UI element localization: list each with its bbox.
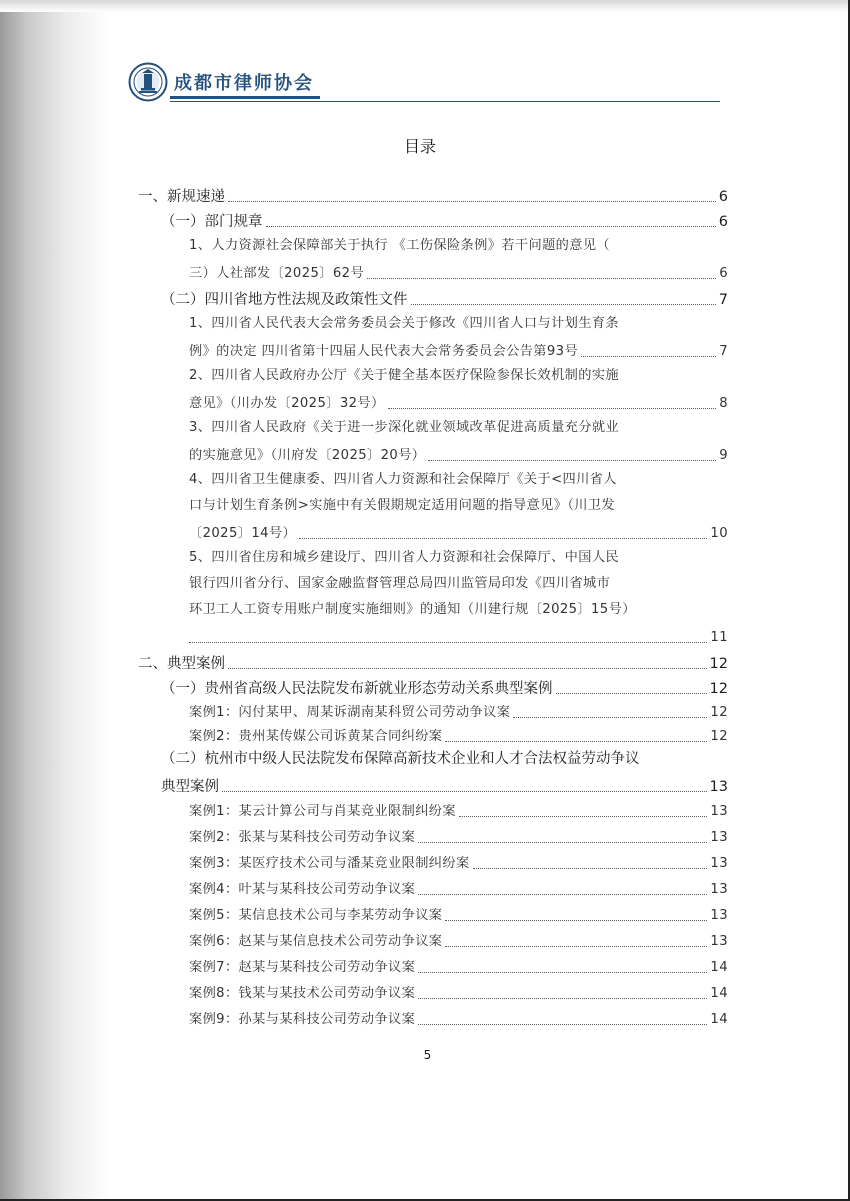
toc-entry-text-line: 3、四川省人民政府《关于进一步深化就业领域改革促进高质量充分就业 [189, 420, 619, 435]
toc-entry-subsection[interactable] [161, 287, 728, 311]
toc-entry-subsection[interactable] [161, 676, 728, 700]
toc-entry-item[interactable] [189, 955, 728, 979]
toc-leader-dots [388, 408, 717, 409]
toc-entry-text-line: 4、四川省卫生健康委、四川省人力资源和社会保障厅《关于<四川省人 [189, 472, 617, 487]
toc-leader-dots [189, 642, 707, 643]
toc-leader-dots [428, 460, 716, 461]
toc-entry-page: 14 [710, 960, 728, 975]
toc-entry-page: 14 [710, 1012, 728, 1027]
toc-leader-dots [459, 816, 707, 817]
toc-entry-page: 13 [710, 830, 728, 845]
toc-entry-page: 12 [709, 681, 728, 697]
toc-entry-text: （一）贵州省高级人民法院发布新就业形态劳动关系典型案例 [161, 681, 553, 697]
toc-entry-text: 案例4：叶某与某科技公司劳动争议案 [189, 882, 416, 897]
toc-entry-text-line: 5、四川省住房和城乡建设厅、四川省人力资源和社会保障厅、中国人民 [189, 550, 619, 565]
toc-entry-subsection[interactable] [161, 774, 728, 798]
toc-leader-dots [418, 894, 707, 895]
toc-entry-item[interactable] [189, 521, 728, 545]
toc-entry-text: 案例8：钱某与某技术公司劳动争议案 [189, 986, 416, 1001]
toc-entry-text: （一）部门规章 [161, 214, 263, 230]
toc-entry-item[interactable] [189, 724, 728, 748]
toc-entry-section-1[interactable] [138, 184, 728, 208]
toc-entry-text: 案例7：赵某与某科技公司劳动争议案 [189, 960, 416, 975]
toc-leader-dots [418, 1024, 707, 1025]
toc-entry-item[interactable] [189, 981, 728, 1005]
toc-entry-page: 14 [710, 986, 728, 1001]
toc-leader-dots [581, 356, 716, 357]
toc-title: 目录 [403, 137, 436, 156]
toc-leader-dots [473, 868, 708, 869]
toc-entry-text: 意见》（川办发〔2025〕32号） [189, 396, 385, 411]
toc-entry-page: 9 [719, 448, 728, 463]
toc-entry-text: 例》的决定 四川省第十四届人民代表大会常务委员会公告第93号 [189, 344, 579, 359]
toc-entry-item[interactable] [189, 443, 728, 467]
toc-entry-text: 案例1：闪付某甲、周某诉湖南某科贸公司劳动争议案 [189, 705, 511, 720]
toc-entry-page: 13 [710, 934, 728, 949]
page-number: 5 [423, 1048, 432, 1062]
toc-entry-page: 10 [710, 526, 728, 541]
toc-entry-text: 〔2025〕14号） [189, 526, 297, 541]
toc-entry-text: 案例9：孙某与某科技公司劳动争议案 [189, 1012, 416, 1027]
toc-entry-item[interactable] [189, 700, 728, 724]
toc-entry-text: 三）人社部发〔2025〕62号 [189, 266, 365, 281]
toc-entry-item[interactable] [189, 851, 728, 875]
toc-entry-text: 的实施意见》（川府发〔2025〕20号） [189, 448, 426, 463]
toc-entry-page: 8 [719, 396, 728, 411]
toc-entry-item[interactable] [189, 799, 728, 823]
page-header [128, 60, 720, 106]
toc-entry-page: 12 [710, 729, 728, 744]
toc-entry-item[interactable] [189, 903, 728, 927]
toc-entry-text: 案例6：赵某与某信息技术公司劳动争议案 [189, 934, 443, 949]
toc-entry-page: 13 [709, 779, 728, 795]
toc-entry-text: 一、新规速递 [138, 189, 225, 205]
toc-leader-dots [299, 538, 707, 539]
toc-entry-page: 7 [719, 344, 728, 359]
toc-entry-page: 7 [718, 292, 728, 308]
toc-leader-dots [418, 972, 707, 973]
toc-entry-text: 案例1：某云计算公司与肖某竞业限制纠纷案 [189, 804, 456, 819]
toc-leader-dots [228, 201, 716, 202]
toc-leader-dots [266, 226, 716, 227]
header-rule-thin [170, 101, 720, 102]
toc-leader-dots [513, 717, 707, 718]
toc-entry-text: 案例2：张某与某科技公司劳动争议案 [189, 830, 416, 845]
toc-entry-text-line: 1、人力资源社会保障部关于执行 《工伤保险条例》若干问题的意见（ [189, 238, 611, 253]
org-name: 成都市律师协会 [174, 73, 314, 94]
toc-entry-text: 案例5：某信息技术公司与李某劳动争议案 [189, 908, 443, 923]
toc-entry-text-line: 银行四川省分行、国家金融监督管理总局四川监管局印发《四川省城市 [189, 576, 611, 591]
toc-entry-text-line: 口与计划生育条例>实施中有关假期规定适用问题的指导意见》（川卫发 [189, 498, 616, 513]
toc-leader-dots [445, 920, 707, 921]
toc-entry-item[interactable] [189, 877, 728, 901]
toc-entry-item[interactable] [189, 391, 728, 415]
toc-entry-page: 13 [710, 804, 728, 819]
toc-leader-dots [556, 693, 707, 694]
toc-leader-dots [367, 278, 716, 279]
toc-entry-subsection[interactable] [161, 209, 728, 233]
toc-entry-text-line: 2、四川省人民政府办公厅《关于健全基本医疗保险参保长效机制的实施 [189, 368, 619, 383]
toc-entry-page: 13 [710, 882, 728, 897]
header-rule-thick [170, 96, 320, 99]
toc-entry-page: 13 [710, 856, 728, 871]
lawyers-association-logo-icon [128, 62, 168, 102]
toc-leader-dots [228, 668, 707, 669]
toc-entry-text-line: 1、四川省人民代表大会常务委员会关于修改《四川省人口与计划生育条 [189, 316, 619, 331]
toc-entry-page: 11 [710, 630, 728, 645]
toc-leader-dots [411, 304, 716, 305]
toc-leader-dots [222, 791, 707, 792]
toc-entry-text: 典型案例 [161, 779, 219, 795]
toc-leader-dots [445, 946, 707, 947]
toc-entry-text: 二、典型案例 [138, 656, 225, 672]
toc-entry-page: 6 [718, 214, 728, 230]
toc-entry-text: 案例2：贵州某传媒公司诉黄某合同纠纷案 [189, 729, 443, 744]
toc-entry-section-2[interactable] [138, 651, 728, 675]
toc-entry-page: 13 [710, 908, 728, 923]
toc-entry-text-line: （二）杭州市中级人民法院发布保障高新技术企业和人才合法权益劳动争议 [161, 751, 640, 767]
toc-entry-item[interactable] [189, 1007, 728, 1031]
toc-entry-item[interactable] [189, 825, 728, 849]
toc-entry-page: 6 [718, 189, 728, 205]
toc-leader-dots [418, 998, 707, 999]
toc-leader-dots [418, 842, 707, 843]
toc-entry-page: 12 [710, 705, 728, 720]
toc-entry-item[interactable] [189, 929, 728, 953]
toc-entry-page: 12 [709, 656, 728, 672]
toc-leader-dots [445, 741, 707, 742]
toc-entry-item[interactable] [186, 625, 728, 649]
toc-entry-item[interactable] [189, 339, 728, 363]
toc-entry-item[interactable] [189, 261, 728, 285]
toc-entry-text-line: 环卫工人工资专用账户制度实施细则》的通知（川建行规〔2025〕15号） [189, 602, 636, 617]
toc-entry-page: 6 [719, 266, 728, 281]
toc-entry-text: （二）四川省地方性法规及政策性文件 [161, 292, 408, 308]
toc-entry-text: 案例3：某医疗技术公司与潘某竞业限制纠纷案 [189, 856, 470, 871]
